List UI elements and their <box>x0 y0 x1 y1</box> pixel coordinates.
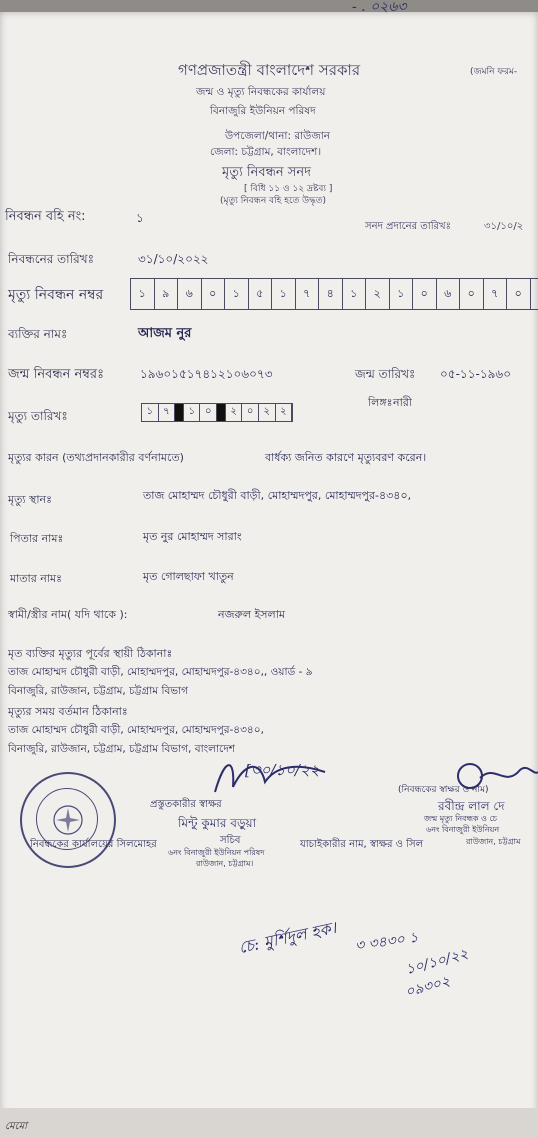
spouse-label: স্বামী/স্ত্রীর নাম( যদি থাকে ): <box>8 608 128 621</box>
digit-box: ৭ <box>484 279 508 309</box>
digit-box: ১ <box>225 279 249 309</box>
father-label: পিতার নামঃ <box>10 532 64 545</box>
digit-box: ০ <box>413 279 437 309</box>
birth-reg-label: জন্ম নিবন্ধন নম্বরঃ <box>8 367 105 382</box>
handwritten-date: [৩০/১০/২২ <box>245 761 320 779</box>
secretary-union: ৬নং বিনাজুরী ইউনিয়ন পরিষদ <box>168 848 265 857</box>
death-reg-no-label: মৃত্যু নিবন্ধন নম্বর <box>8 287 104 303</box>
digit-box: ২ <box>226 404 243 421</box>
digit-box: ০ <box>460 279 484 309</box>
doc-title: মৃত্যু নিবন্ধন সনদ <box>222 165 311 180</box>
upazila: উপজেলা/থানা: রাউজান <box>225 130 331 142</box>
digit-box: ০ <box>242 404 259 421</box>
handwritten-note-1: চে: মুর্শিদুল হক। <box>237 917 339 958</box>
digit-box: ০ <box>200 404 217 421</box>
handwritten-note-4: ০৯৩০২ <box>403 973 452 1001</box>
cause-label: মৃত্যুর কারন (তথ্যপ্রদানকারীর বর্ণনামতে) <box>8 451 184 464</box>
digit-box: ১ <box>390 279 414 309</box>
digit-box: ৫ <box>249 279 273 309</box>
death-place-label: মৃত্যু স্থানঃ <box>8 493 52 506</box>
secretary-name: মিন্টু কুমার বড়ুয়া <box>178 816 257 830</box>
digit-box: ৬ <box>437 279 461 309</box>
issue-date-value: ৩১/১০/২ <box>484 221 524 232</box>
register-book-value: ১ <box>136 211 144 225</box>
death-place-value: তাজ মোহাম্মদ চৌধুরী বাড়ী, মোহাম্মদপুর, মোহাম্মদপুর-৪৩৪০, <box>143 489 412 502</box>
secretary-place: রাউজান, চট্টগ্রাম। <box>196 859 254 868</box>
gov-title: গণপ্রজাতন্ত্রী বাংলাদেশ সরকার <box>178 61 361 79</box>
union-name: বিনাজুরি ইউনিয়ন পরিষদ <box>210 105 316 117</box>
mother-value: মৃত গোলছাফা খাতুন <box>143 570 234 583</box>
form-corner-tag: (জমনি ফরম- <box>470 67 518 77</box>
father-value: মৃত নুর মোহাম্মদ সারাং <box>143 530 242 543</box>
digit-box: ১ <box>131 279 155 309</box>
digit-box: ৭ <box>296 279 320 309</box>
handwritten-note-2: ৩ ৩৪৩০ ১ <box>354 929 420 955</box>
digit-box: ০ <box>202 279 226 309</box>
office-seal <box>20 772 116 868</box>
mother-label: মাতার নামঃ <box>10 572 63 585</box>
death-date-boxes <box>141 403 293 422</box>
secretary-title: সচিব <box>220 835 241 846</box>
spouse-value: নজরুল ইসলাম <box>218 608 286 621</box>
digit-box: ২ <box>276 404 293 421</box>
birth-reg-value: ১৯৬০১৫১৭৪১২১০৬০৭৩ <box>140 367 273 381</box>
office-name: জন্ম ও মৃত্যু নিবন্ধকের কার্যালয় <box>196 86 326 98</box>
digit-box: ৪ <box>319 279 343 309</box>
digit-box: ২ <box>259 404 276 421</box>
rule-reference: [ বিধি ১১ ও ১২ দ্রষ্টব্য ] <box>244 184 333 194</box>
date-separator <box>217 404 226 421</box>
date-separator <box>175 404 184 421</box>
top-scrawl: - . ০২৬৩ <box>352 0 407 15</box>
death-reg-no-boxes <box>130 278 538 310</box>
registrar-place: রাউজান, চট্টগ্রাম <box>466 837 521 846</box>
dob-label: জন্ম তারিখঃ <box>355 367 416 381</box>
digit-box: ১ <box>272 279 296 309</box>
digit-box: ২ <box>366 279 390 309</box>
digit-box: ৭ <box>159 404 176 421</box>
registrar-name: রবীন্দ্র লাল দে <box>438 799 505 813</box>
permanent-address-line2: বিনাজুরি, রাউজান, চট্টগ্রাম, চট্টগ্রাম বিভাগ <box>8 685 189 697</box>
register-book-label: নিবন্ধন বহি নং: <box>5 209 86 224</box>
reg-date-label: নিবন্ধনের তারিখঃ <box>8 252 94 266</box>
verifier-caption: যাচাইকারীর নাম, স্বাক্ষর ও সিল <box>300 839 424 850</box>
digit-box: ১ <box>343 279 367 309</box>
reg-date-value: ৩১/১০/২০২২ <box>138 252 209 266</box>
digit-box: ৬ <box>178 279 202 309</box>
digit-box: ৯ <box>155 279 179 309</box>
present-address-label: মৃত্যুর সময় বর্তমান ঠিকানাঃ <box>8 705 128 718</box>
name-label: ব্যক্তির নামঃ <box>8 327 68 341</box>
dob-value: ০৫-১১-১৯৬০ <box>440 367 512 381</box>
issue-date-label: সনদ প্রদানের তারিখঃ <box>365 221 451 232</box>
present-address-line2: বিনাজুরি, রাউজান, চট্টগ্রাম, চট্টগ্রাম বিভাগ, বাংলাদেশ <box>8 743 235 755</box>
name-value: আজম নুর <box>138 326 192 341</box>
district: জেলা: চট্টগ্রাম, বাংলাদেশ। <box>210 146 322 158</box>
digit-box: ১ <box>184 404 201 421</box>
digit-box: ১ <box>142 404 159 421</box>
registrar-title: জন্ম মৃত্যু নিবন্ধক ও চে <box>424 814 498 823</box>
cause-value: বার্ধক্য জনিত কারণে মৃত্যুবরণ করেন। <box>265 451 427 464</box>
digit-box: ০ <box>507 279 531 309</box>
underlying-paper <box>0 1108 538 1138</box>
registrar-caption: (নিবন্ধকের স্বাক্ষর ও নাম) <box>398 785 489 795</box>
seal-caption: নিবন্ধকের কার্যালয়ের সিলমোহর <box>30 839 157 850</box>
death-date-label: মৃত্যু তারিখঃ <box>8 409 68 423</box>
sex-label: লিঙ্গঃ <box>368 396 393 409</box>
present-address-line1: তাজ মোহাম্মদ চৌধুরী বাড়ী, মোহাম্মদপুর, মোহাম্মদপুর-৪৩৪০, <box>8 724 264 736</box>
registrar-union: ৬নং বিনাজুরী ইউনিয়ন <box>426 825 500 834</box>
preparer-caption: প্রস্তুতকারীর স্বাক্ষর <box>150 799 222 810</box>
extract-note: (মৃত্যু নিবন্ধন বহি হতে উদ্ধৃত) <box>220 196 327 206</box>
permanent-address-line1: তাজ মোহাম্মদ চৌধুরী বাড়ী, মোহাম্মদপুর, মোহাম্মদপুর-৪৩৪০,, ওয়ার্ড - ৯ <box>8 666 313 678</box>
bottom-corner-text: মেমো <box>5 1121 28 1132</box>
handwritten-note-3: ১০/১০/২২ <box>404 945 470 979</box>
sex-value: নারী <box>393 396 412 409</box>
permanent-address-label: মৃত ব্যক্তির মৃত্যুর পূর্বের স্থায়ী ঠিকানাঃ <box>8 647 173 660</box>
seal-emblem-icon <box>48 800 88 840</box>
